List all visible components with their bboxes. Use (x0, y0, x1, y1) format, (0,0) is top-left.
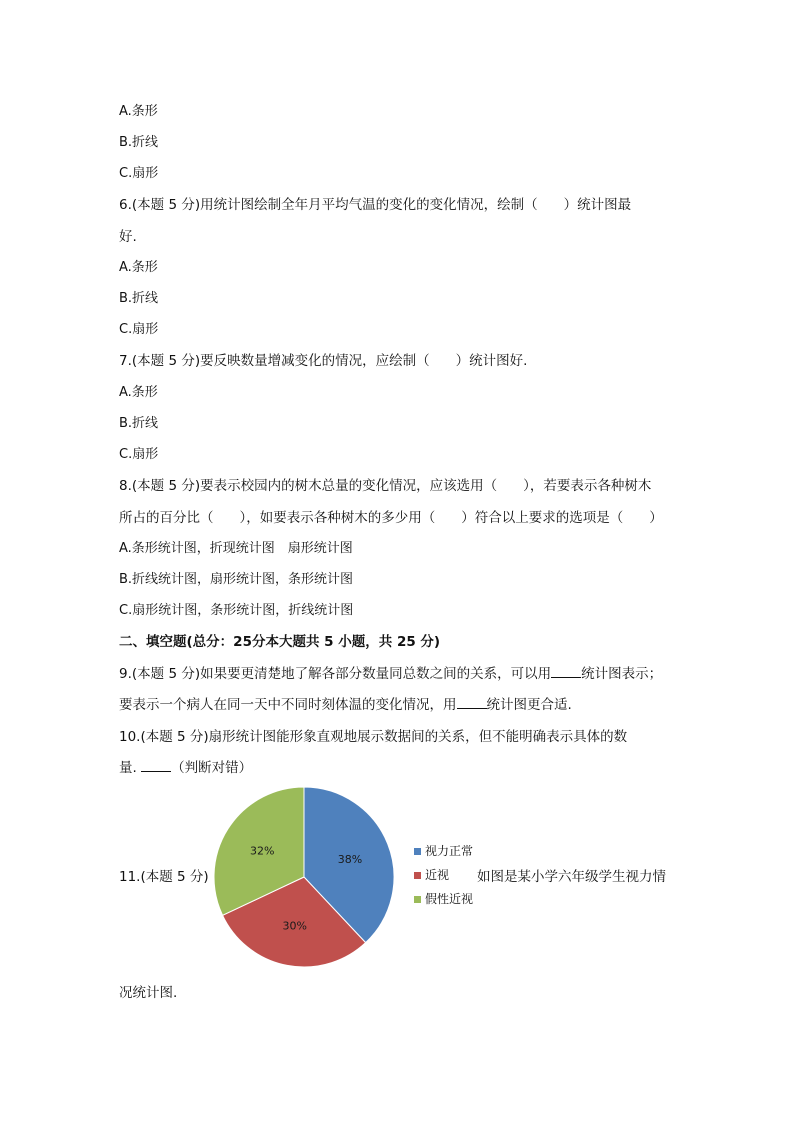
legend-item-normal (414, 843, 473, 859)
q6-stem-part2: ）统计图最 (563, 197, 632, 213)
q9-stem-part1: 9.(本题 5 分)如果要更清楚地了解各部分数量同总数之间的关系，可以用 (119, 666, 552, 682)
q6-stem-line2: 好. (119, 229, 137, 245)
q7-option-b: B.折线 (119, 416, 159, 431)
q10-stem-line2 (119, 758, 252, 778)
q7-option-a: A.条形 (119, 385, 158, 400)
legend-swatch-normal (414, 848, 421, 855)
q5-option-a: A.条形 (119, 104, 158, 119)
q9-stem-line1 (119, 664, 662, 684)
q10-stem-part3: （判断对错） (171, 760, 253, 776)
q6-option-c: C.扇形 (119, 322, 159, 337)
section-heading-fill-in: 二、填空题(总分：25分本大题共 5 小题，共 25 分) (119, 634, 441, 650)
q8-stem-part2: ），若要表示各种树木 (523, 478, 652, 494)
q7-stem-part1: 7.(本题 5 分)要反映数量增减变化的情况，应绘制（ (119, 353, 430, 369)
q8-stem-part5: ）符合以上要求的选项是（ (461, 510, 624, 526)
q5-option-c: C.扇形 (119, 166, 159, 181)
q6-option-b: B.折线 (119, 291, 159, 306)
pie-label-myopia: 30% (282, 919, 307, 933)
q10-stem-line1: 10.(本题 5 分)扇形统计图能形象直观地展示数据间的关系，但不能明确表示具体的数 (119, 729, 628, 745)
q7-stem (119, 351, 527, 371)
q9-stem-part4: 统计图更合适. (486, 697, 572, 713)
q6-option-a: A.条形 (119, 260, 158, 275)
q9-blank-2 (457, 696, 487, 709)
q8-stem-part1: 8.(本题 5 分)要表示校园内的树木总量的变化情况，应该选用（ (119, 478, 498, 494)
q10-blank (141, 759, 171, 772)
pie-label-normal: 38% (337, 852, 363, 866)
q8-stem-part6: ） (649, 510, 663, 526)
q8-stem-part3: 所占的百分比（ (119, 510, 214, 526)
pie-label-pseudo-myopia: 32% (249, 844, 275, 858)
q11-stem-part2: 况统计图. (119, 985, 178, 1001)
pie-chart (204, 777, 404, 977)
q8-stem-line2 (119, 508, 663, 528)
q7-option-c: C.扇形 (119, 447, 159, 462)
legend-label-myopia: 近视 (425, 868, 450, 882)
q8-option-c: C.扇形统计图，条形统计图，折线统计图 (119, 603, 354, 618)
q6-stem-part1: 6.(本题 5 分)用统计图绘制全年月平均气温的变化的变化情况，绘制（ (119, 197, 538, 213)
legend-swatch-pseudo (414, 896, 421, 903)
q11-stem-part1: 如图是某小学六年级学生视力情 (477, 869, 666, 885)
legend-label-pseudo: 假性近视 (425, 892, 474, 906)
q5-option-b: B.折线 (119, 135, 159, 150)
q8-stem-line1 (119, 476, 651, 496)
legend-label-normal: 视力正常 (425, 844, 474, 858)
q9-stem-part3: 要表示一个病人在同一天中不同时刻体温的变化情况，用 (119, 697, 457, 713)
legend-item-pseudo-myopia (414, 891, 473, 907)
q7-stem-part2: ）统计图好. (455, 353, 528, 369)
q9-blank-1 (551, 665, 581, 678)
q8-option-a: A.条形统计图，折现统计图 扇形统计图 (119, 541, 353, 556)
q8-stem-part4: ），如要表示各种树木的多少用（ (239, 510, 436, 526)
q9-stem-line2 (119, 695, 572, 715)
q9-stem-part2: 统计图表示； (581, 666, 663, 682)
legend-swatch-myopia (414, 872, 421, 879)
q10-stem-part2: 量. (119, 760, 137, 776)
q11-label: 11.(本题 5 分) (119, 869, 209, 885)
q6-stem-line1 (119, 195, 631, 215)
legend-item-myopia (414, 867, 449, 883)
q8-option-b: B.折线统计图，扇形统计图，条形统计图 (119, 572, 354, 587)
